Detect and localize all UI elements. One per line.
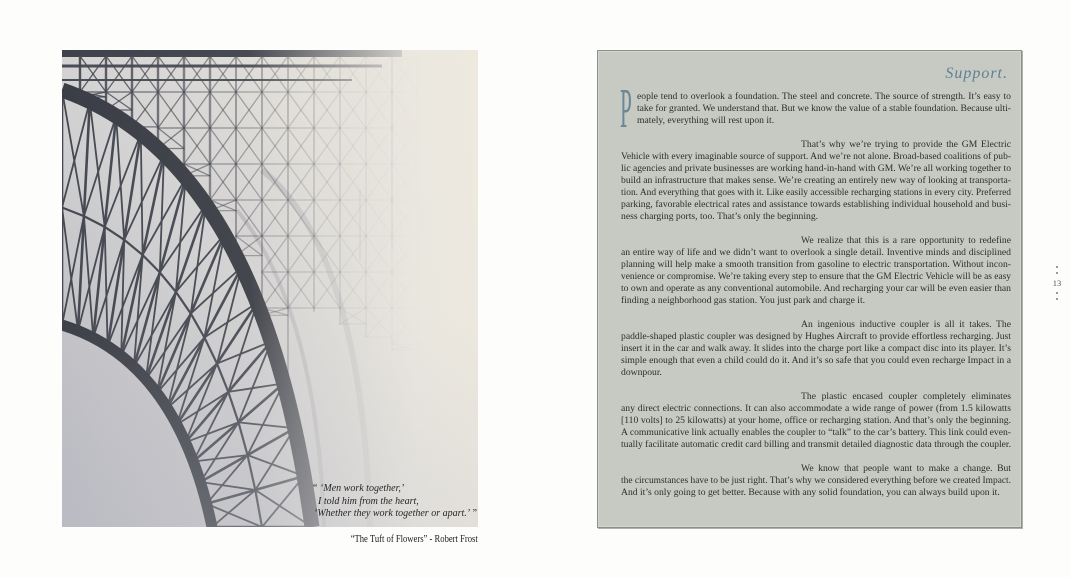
text-line [621, 415, 1011, 427]
text-line-content: [110 volts] to 25 kilowatts) at your home, office or recharging station. And that’s only the beginning. [621, 415, 1011, 426]
text-line-content: parking, favorable electrical rates and assistance towards establishing individual household and busi- [621, 199, 1011, 210]
text-line [621, 199, 1011, 211]
text-line [621, 487, 1011, 499]
text-line [637, 103, 1011, 115]
section-heading: Support. [945, 65, 1008, 82]
page-number: 13 [1052, 278, 1062, 288]
low-fog [62, 50, 478, 527]
decorative-dot [1056, 292, 1058, 294]
decorative-dot [1056, 272, 1058, 274]
text-line [621, 151, 1011, 163]
text-line-content: We know that people want to make a change. But [801, 463, 1011, 474]
text-line [637, 115, 1011, 127]
paragraph [621, 319, 1011, 379]
text-line-content: an entire way of life and we didn’t want to overlook a single detail. Inventive minds and disciplined [621, 247, 1011, 258]
bridge-in-fog-image [62, 50, 478, 527]
text-line-content: A communicative link actually enables the coupler to “talk” to the car’s battery. This link could even- [621, 427, 1012, 438]
text-line [621, 331, 1011, 343]
text-line [621, 211, 1011, 223]
text-panel [597, 50, 1022, 528]
text-line [801, 391, 1011, 403]
text-line-content: paddle-shaped plastic coupler was designed by Hughes Aircraft to provide effortless recharging. Just [621, 331, 1011, 342]
quote-line: I told him from the heart, [318, 495, 419, 507]
text-line-content: planning will help make a smooth transition from gasoline to electric transportation. Without incon- [621, 259, 1011, 270]
quote-line: “ ‘Men work together,’ [312, 483, 405, 494]
text-line-content: That’s why we’re trying to provide the GM Electric [801, 139, 1011, 150]
text-line-content: the circumstances have to be just right. That’s why we considered everything before we created Impact. [621, 475, 1012, 486]
text-line [801, 139, 1011, 151]
text-line-content: venience or compromise. We’re taking every step to ensure that the GM Electric Vehicle will be as easy [621, 271, 1011, 282]
text-line [621, 175, 1011, 187]
paragraph [621, 391, 1011, 451]
text-line-content: The plastic encased coupler completely eliminates [801, 391, 1011, 402]
text-line-content: to own and operate as any conventional automobile. And recharging your car will be even easier than [621, 283, 1011, 294]
text-line [621, 343, 1011, 355]
text-line-content: Vehicle with every imaginable source of support. And we’re not alone. Broad-based coalitions of pub- [621, 151, 1012, 162]
paragraph [620, 78, 1012, 140]
text-line [621, 259, 1011, 271]
text-line [621, 271, 1011, 283]
text-line [621, 367, 1011, 379]
text-line-content: any direct electric connections. It can also accommodate a wide range of power (from 1.5 kilowatts [621, 403, 1011, 414]
text-line-content: And it’s only going to get better. Because with any solid foundation, you can always build upon it. [621, 487, 1000, 498]
text-line-content: simple enough that even a child could do it. And it’s so safe that you could even recharge Impact in a [621, 355, 1011, 366]
text-line-content: mately, everything will rest upon it. [637, 115, 775, 126]
text-line-content: tually facilitate automatic credit card billing and transmit detailed diagnostic data through the coupler. [621, 439, 1011, 450]
text-line-content: insert it in the car and walk away. It slides into the charge port like a compact disc into its player. It’s [621, 343, 1011, 354]
text-line-content: We realize that this is a rare opportunity to redefine [801, 235, 1011, 246]
text-line [621, 295, 1011, 307]
text-line [801, 319, 1011, 331]
page-number-marker [1050, 262, 1064, 304]
text-line-content: ness charging ports, too. That’s only the beginning. [621, 211, 819, 222]
text-line-content: eople tend to overlook a foundation. The steel and concrete. The source of strength. It’s easy to [637, 91, 1012, 102]
text-line [621, 403, 1011, 415]
text-line [621, 475, 1011, 487]
drop-cap: P [620, 78, 632, 140]
poem-quote [312, 483, 482, 523]
decorative-dot [1056, 266, 1058, 268]
text-line-content: build an infrastructure that makes sense. We’re creating an entirely new way of looking at transporta- [621, 175, 1012, 186]
photo-caption: “The Tuft of Flowers” - Robert Frost [350, 534, 478, 545]
text-line [801, 463, 1011, 475]
text-line-content: take for granted. We understand that. But we know the value of a stable foundation. Because ulti- [637, 103, 1011, 114]
paragraph [621, 463, 1011, 499]
paragraph [621, 235, 1011, 307]
text-line [801, 235, 1011, 247]
text-line [621, 283, 1011, 295]
text-line-content: tion. And everything that goes with it. Like easily accessible recharging stations in every city. Preferred [621, 187, 1011, 198]
paragraph [621, 139, 1011, 223]
text-line-content: finding a neighborhood gas station. You just park and charge it. [621, 295, 866, 306]
text-line [621, 163, 1011, 175]
text-line-content: downpour. [621, 367, 662, 378]
text-line [637, 91, 1011, 103]
text-line-content: An ingenious inductive coupler is all it takes. The [801, 319, 1011, 330]
decorative-dot [1056, 298, 1058, 300]
body-text [620, 78, 1012, 499]
text-line [621, 427, 1011, 439]
text-line [621, 187, 1011, 199]
text-line-content: lic agencies and private businesses are working hand-in-hand with GM. We’re all working together to [621, 163, 1011, 174]
text-line [621, 247, 1011, 259]
bridge-photograph [62, 50, 478, 527]
text-line [621, 355, 1011, 367]
text-line [621, 439, 1011, 451]
quote-line: ‘Whether they work together or apart.’ ” [314, 508, 478, 519]
